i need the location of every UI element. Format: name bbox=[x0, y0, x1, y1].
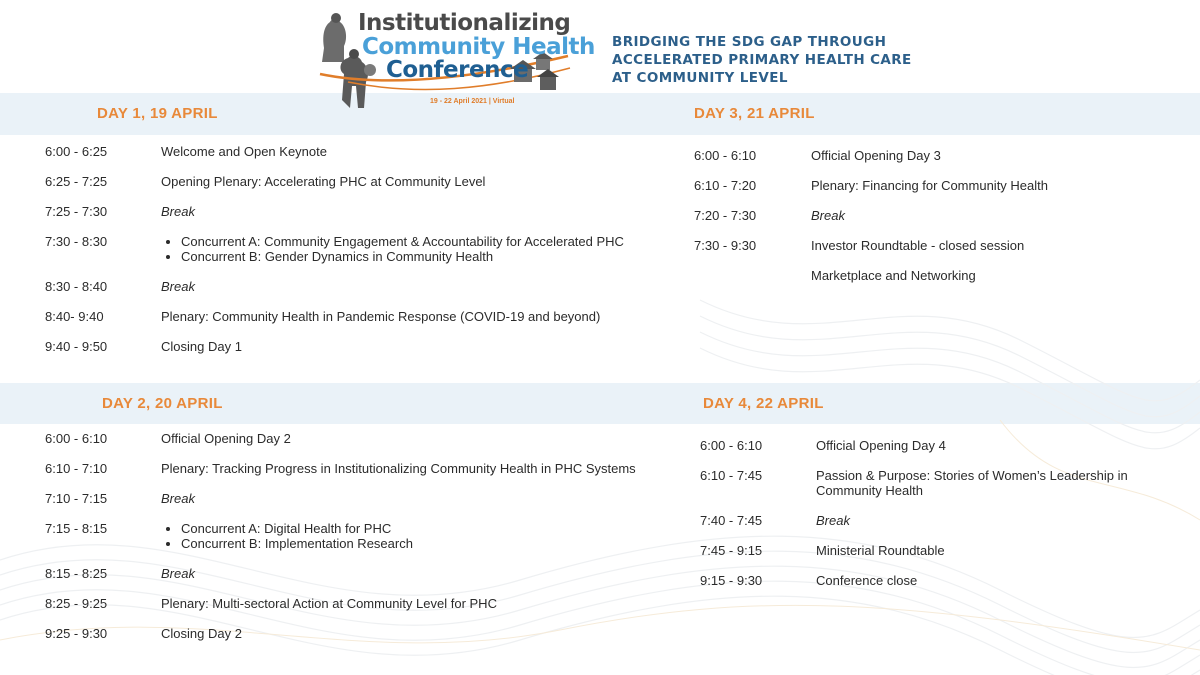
logo-dates: 19 - 22 April 2021 | Virtual bbox=[430, 98, 515, 105]
session-title: Plenary: Financing for Community Health bbox=[811, 178, 1048, 193]
session-row bbox=[45, 339, 665, 354]
session-time: 7:45 - 9:15 bbox=[700, 543, 763, 558]
session-break: Break bbox=[161, 566, 195, 581]
session-title: Plenary: Community Health in Pandemic Response (COVID-19 and beyond) bbox=[161, 309, 601, 324]
session-title: Plenary: Multi-sectoral Action at Community Level for PHC bbox=[161, 596, 497, 611]
session-row bbox=[694, 268, 1164, 283]
session-break: Break bbox=[816, 513, 850, 528]
session-time: 6:00 - 6:10 bbox=[45, 431, 108, 446]
session-break: Break bbox=[161, 279, 195, 294]
session-row bbox=[45, 279, 665, 294]
session-time: 7:30 - 9:30 bbox=[694, 238, 757, 253]
day-2-schedule bbox=[45, 431, 665, 641]
session-row bbox=[700, 468, 1160, 498]
session-title: Official Opening Day 2 bbox=[161, 431, 291, 446]
session-row bbox=[45, 596, 665, 611]
session-row bbox=[45, 144, 665, 159]
session-row bbox=[45, 491, 665, 506]
day-4-schedule bbox=[700, 438, 1160, 588]
session-row bbox=[700, 513, 1160, 528]
session-row bbox=[694, 208, 1164, 223]
session-title: Conference close bbox=[816, 573, 918, 588]
day-4-title: DAY 4, 22 APRIL bbox=[703, 395, 824, 412]
session-time: 6:00 - 6:25 bbox=[45, 144, 108, 159]
session-time: 8:25 - 9:25 bbox=[45, 596, 108, 611]
conference-logo bbox=[318, 10, 595, 112]
session-row bbox=[45, 431, 665, 446]
conference-tagline: BRIDGING THE SDG GAP THROUGH ACCELERATED PRIMARY HEALTH CARE AT COMMUNITY LEVEL bbox=[612, 34, 912, 86]
session-title: Official Opening Day 3 bbox=[811, 148, 941, 163]
session-row bbox=[700, 438, 1160, 453]
session-row bbox=[45, 461, 665, 476]
session-time: 7:30 - 8:30 bbox=[45, 234, 108, 249]
session-row bbox=[694, 148, 1164, 163]
logo-line-2: Community Health bbox=[362, 34, 595, 60]
session-time: 6:25 - 7:25 bbox=[45, 174, 108, 189]
session-time: 6:10 - 7:10 bbox=[45, 461, 108, 476]
concurrent-session: • Concurrent B: Implementation Research bbox=[181, 536, 665, 551]
session-row bbox=[45, 204, 665, 219]
concurrent-session: • Concurrent A: Digital Health for PHC bbox=[181, 521, 665, 536]
session-title: Plenary: Tracking Progress in Institutionalizing Community Health in PHC Systems bbox=[161, 461, 636, 476]
session-time: 7:10 - 7:15 bbox=[45, 491, 108, 506]
session-title: Closing Day 2 bbox=[161, 626, 242, 641]
session-title: Opening Plenary: Accelerating PHC at Community Level bbox=[161, 174, 486, 189]
session-time: 9:25 - 9:30 bbox=[45, 626, 108, 641]
session-break: Break bbox=[161, 204, 195, 219]
session-time: 6:00 - 6:10 bbox=[694, 148, 757, 163]
session-title: Marketplace and Networking bbox=[811, 268, 976, 283]
session-time: 6:00 - 6:10 bbox=[700, 438, 763, 453]
day-2-title: DAY 2, 20 APRIL bbox=[102, 395, 223, 412]
concurrent-sessions bbox=[161, 521, 665, 551]
session-title: Investor Roundtable - closed session bbox=[811, 238, 1025, 253]
session-row bbox=[45, 174, 665, 189]
session-title: Ministerial Roundtable bbox=[816, 543, 945, 558]
session-time: 8:30 - 8:40 bbox=[45, 279, 108, 294]
session-row bbox=[700, 543, 1160, 558]
session-time: 7:40 - 7:45 bbox=[700, 513, 763, 528]
session-row bbox=[700, 573, 1160, 588]
concurrent-session: • Concurrent B: Gender Dynamics in Community Health bbox=[181, 249, 665, 264]
session-row bbox=[45, 626, 665, 641]
logo-line-1: Institutionalizing bbox=[358, 10, 571, 36]
day-1-schedule bbox=[45, 144, 665, 354]
session-row bbox=[45, 521, 665, 551]
concurrent-sessions bbox=[161, 234, 665, 264]
logo-line-3: Conference bbox=[386, 57, 529, 83]
session-time: 6:10 - 7:45 bbox=[700, 468, 763, 483]
session-title: Welcome and Open Keynote bbox=[161, 144, 327, 159]
session-row bbox=[694, 238, 1164, 253]
session-time: 9:15 - 9:30 bbox=[700, 573, 763, 588]
session-title: Official Opening Day 4 bbox=[816, 438, 946, 453]
session-break: Break bbox=[161, 491, 195, 506]
session-time: 8:15 - 8:25 bbox=[45, 566, 108, 581]
session-time: 7:15 - 8:15 bbox=[45, 521, 108, 536]
session-time: 7:25 - 7:30 bbox=[45, 204, 108, 219]
session-time: 7:20 - 7:30 bbox=[694, 208, 757, 223]
concurrent-session: • Concurrent A: Community Engagement & Accountability for Accelerated PHC bbox=[181, 234, 665, 249]
day-3-schedule bbox=[694, 148, 1164, 283]
session-time: 6:10 - 7:20 bbox=[694, 178, 757, 193]
session-time: 9:40 - 9:50 bbox=[45, 339, 108, 354]
day-3-title: DAY 3, 21 APRIL bbox=[694, 105, 815, 122]
day-1-title: DAY 1, 19 APRIL bbox=[97, 105, 218, 122]
session-break: Break bbox=[811, 208, 845, 223]
session-time: 8:40- 9:40 bbox=[45, 309, 104, 324]
session-row bbox=[45, 234, 665, 264]
session-row bbox=[45, 309, 665, 324]
session-row bbox=[694, 178, 1164, 193]
session-row bbox=[45, 566, 665, 581]
session-title: Closing Day 1 bbox=[161, 339, 242, 354]
session-title: Passion & Purpose: Stories of Women’s Leadership in Community Health bbox=[816, 468, 1128, 498]
